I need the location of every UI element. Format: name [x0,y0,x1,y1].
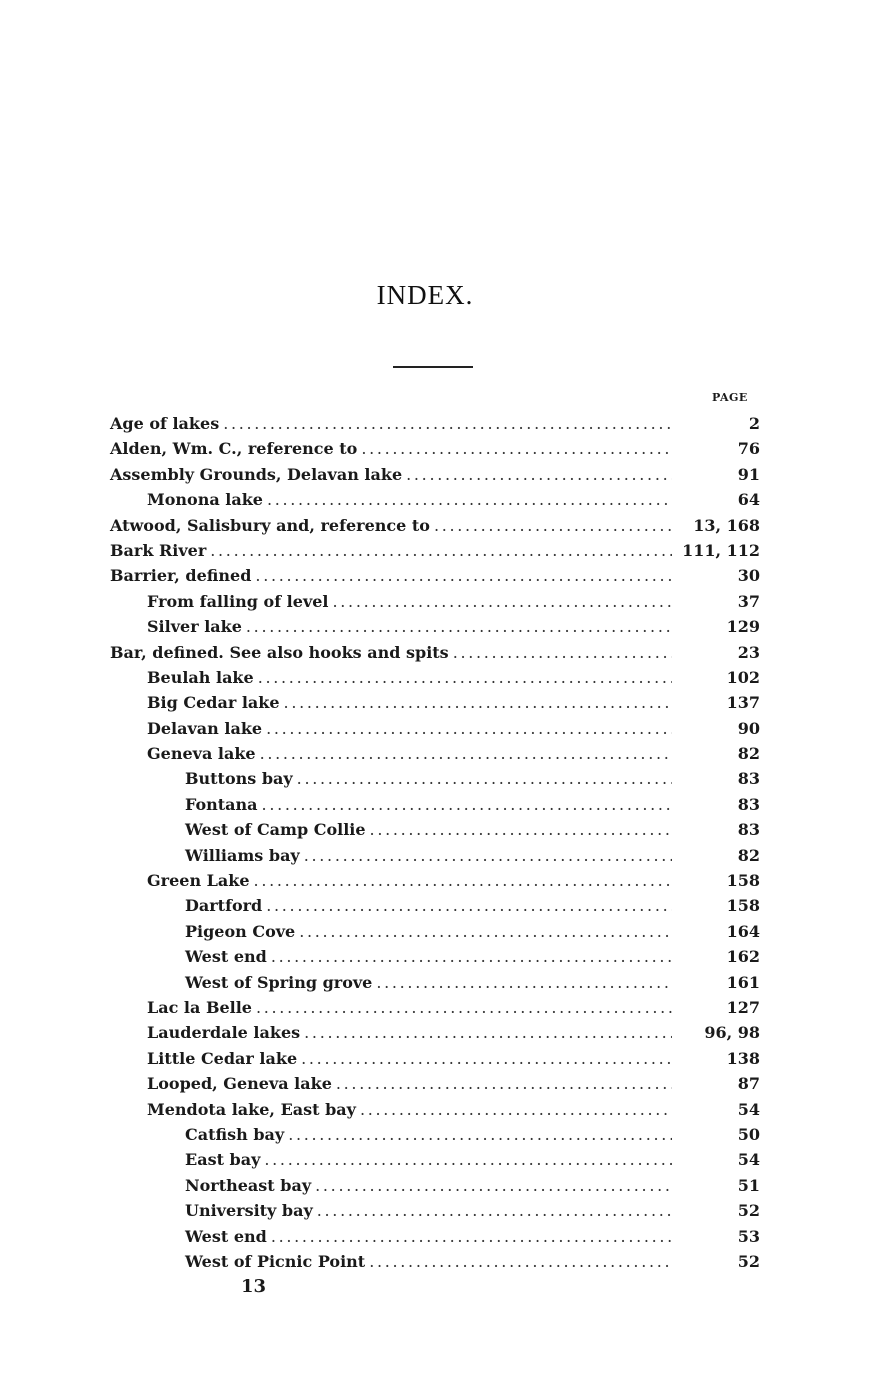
index-entry-text: West of Picnic Point [185,1251,366,1271]
dot-leader [315,1173,672,1198]
index-entry-page: 82 [737,845,760,865]
page-number: 13 [241,1276,267,1297]
dot-leader [376,970,672,995]
dot-leader [210,538,672,563]
index-entry-text: Barrier, defined [110,566,252,586]
index-entry-page: 64 [737,490,760,510]
index-entry-text: Silver lake [147,617,242,637]
index-entry-text: Bark River [110,540,207,560]
index-entry-page: 82 [737,744,760,764]
index-entry [110,640,760,665]
index-entry [110,1122,760,1147]
index-entry [110,1173,760,1198]
index-entry-page: 138 [726,1048,760,1068]
dot-leader [271,1224,672,1249]
dot-leader [333,589,673,614]
index-entry-page: 158 [726,871,760,891]
index-entry-page: 90 [737,718,760,738]
index-entry-page: 83 [737,769,760,789]
title-divider [393,366,473,368]
index-entry [110,1198,760,1223]
dot-leader [246,614,672,639]
page-column-heading: PAGE [712,391,748,404]
index-entry-page: 137 [726,693,760,713]
index-entry-page: 50 [737,1124,760,1144]
dot-leader [317,1198,672,1223]
dot-leader [369,1249,672,1274]
index-entry-page: 96, 98 [704,1023,760,1043]
dot-leader [223,411,672,436]
dot-leader [370,817,672,842]
index-entry [110,411,760,436]
index-entry [110,462,760,487]
index-entry-text: Pigeon Cove [185,921,296,941]
index-entry [110,513,760,538]
index-entry-text: West of Spring grove [185,972,373,992]
index-entry [110,893,760,918]
index-entry [110,1224,760,1249]
dot-leader [262,792,672,817]
index-list [110,411,760,1274]
dot-leader [266,716,672,741]
dot-leader [297,766,672,791]
dot-leader [288,1122,672,1147]
index-entry-text: Catfish bay [185,1124,285,1144]
index-entry [110,690,760,715]
dot-leader [256,995,672,1020]
index-entry [110,614,760,639]
dot-leader [336,1071,672,1096]
dot-leader [264,1147,672,1172]
index-entry-page: 23 [737,642,760,662]
index-entry-page: 158 [726,896,760,916]
dot-leader [453,640,672,665]
index-entry [110,970,760,995]
index-entry-page: 83 [737,820,760,840]
index-entry-text: Fontana [185,794,258,814]
index-entry [110,741,760,766]
index-entry [110,665,760,690]
index-entry-text: Williams bay [185,845,300,865]
index-entry [110,589,760,614]
index-entry-page: 161 [726,972,760,992]
index-entry-page: 53 [737,1226,760,1246]
index-entry [110,563,760,588]
index-entry-page: 102 [726,667,760,687]
dot-leader [271,944,672,969]
dot-leader [284,690,672,715]
index-entry-page: 51 [737,1175,760,1195]
index-entry-text: West of Camp Collie [185,820,366,840]
index-entry-text: Big Cedar lake [147,693,280,713]
dot-leader [304,1020,672,1045]
dot-leader [255,563,672,588]
index-entry-text: Assembly Grounds, Delavan lake [110,464,403,484]
index-entry-page: 54 [737,1099,760,1119]
index-entry-text: West end [185,947,267,967]
index-entry-text: Geneva lake [147,744,256,764]
index-entry-text: Buttons bay [185,769,293,789]
index-entry-text: University bay [185,1201,313,1221]
index-entry-text: West end [185,1226,267,1246]
index-entry-page: 87 [737,1074,760,1094]
index-entry [110,1071,760,1096]
dot-leader [434,513,672,538]
index-entry [110,1020,760,1045]
page-title: INDEX. [376,280,474,310]
index-entry-text: Northeast bay [185,1175,312,1195]
index-entry [110,1046,760,1071]
index-entry-page: 52 [737,1251,760,1271]
index-entry-text: Atwood, Salisbury and, reference to [110,515,430,535]
index-entry-page: 83 [737,794,760,814]
index-entry [110,766,760,791]
dot-leader [260,741,672,766]
index-entry-text: Looped, Geneva lake [147,1074,332,1094]
index-entry-text: Lauderdale lakes [147,1023,301,1043]
index-entry [110,716,760,741]
dot-leader [258,665,672,690]
dot-leader [360,1097,672,1122]
index-entry [110,817,760,842]
dot-leader [361,436,672,461]
index-entry [110,1147,760,1172]
index-entry-page: 13, 168 [693,515,760,535]
index-entry-page: 52 [737,1201,760,1221]
index-entry-page: 2 [748,414,760,433]
index-entry [110,868,760,893]
index-entry-page: 162 [726,947,760,967]
index-entry-text: Monona lake [147,490,263,510]
index-entry [110,1249,760,1274]
index-entry [110,1097,760,1122]
index-entry [110,944,760,969]
index-entry-page: 30 [737,566,760,586]
dot-leader [266,893,672,918]
index-entry-page: 91 [737,464,760,484]
index-entry [110,538,760,563]
index-entry [110,436,760,461]
index-entry-text: East bay [185,1150,261,1170]
index-entry-text: Delavan lake [147,718,263,738]
index-entry-text: Age of lakes [110,414,220,433]
index-entry-page: 129 [726,617,760,637]
index-entry-text: Lac la Belle [147,997,252,1017]
dot-leader [267,487,672,512]
index-entry [110,995,760,1020]
dot-leader [301,1046,672,1071]
index-entry-page: 111, 112 [682,540,760,560]
dot-leader [299,919,672,944]
index-entry-text: From falling of level [147,591,329,611]
index-entry [110,487,760,512]
index-entry-page: 127 [726,997,760,1017]
index-entry-text: Little Cedar lake [147,1048,298,1068]
dot-leader [406,462,672,487]
index-entry [110,792,760,817]
index-entry-text: Bar, defined. See also hooks and spits [110,642,449,662]
index-entry-text: Alden, Wm. C., reference to [110,439,358,459]
index-entry-page: 164 [726,921,760,941]
index-entry-page: 37 [737,591,760,611]
index-entry [110,919,760,944]
index-entry-text: Mendota lake, East bay [147,1099,356,1119]
index-entry-text: Green Lake [147,871,250,891]
dot-leader [254,868,672,893]
index-entry [110,843,760,868]
index-entry-text: Beulah lake [147,667,254,687]
index-entry-page: 76 [737,439,760,459]
index-entry-page: 54 [737,1150,760,1170]
index-entry-text: Dartford [185,896,263,916]
dot-leader [304,843,672,868]
